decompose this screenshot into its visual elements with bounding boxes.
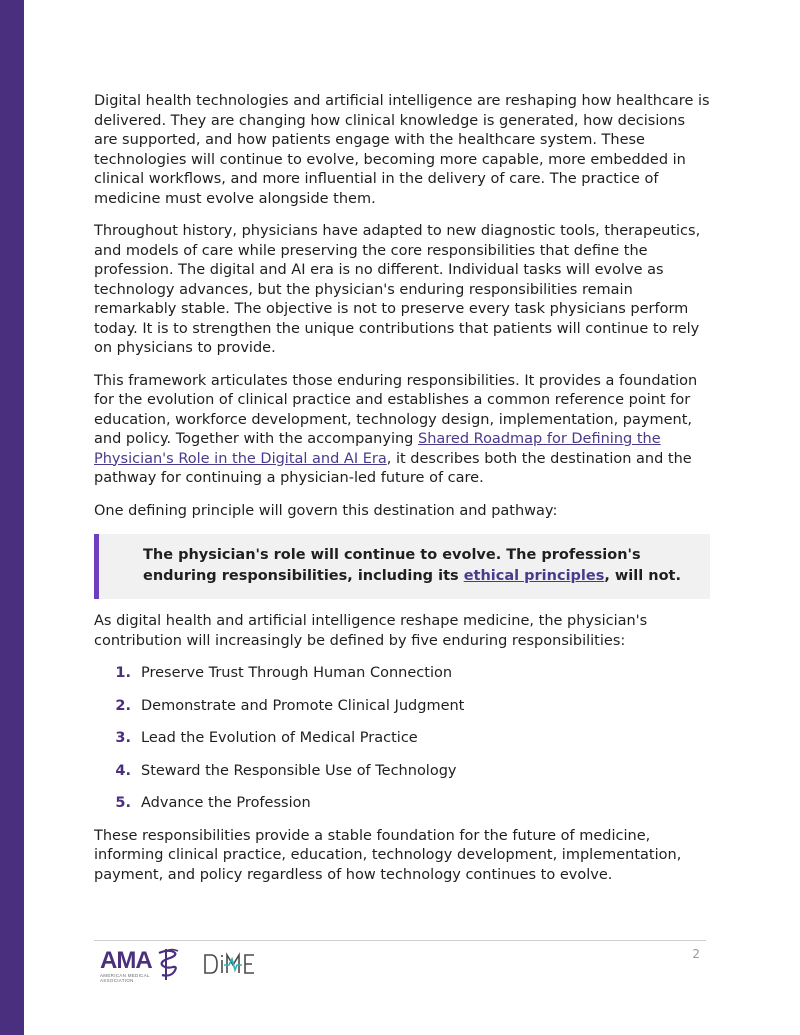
list-item-label: Advance the Profession [141, 795, 311, 811]
ethical-principles-link[interactable]: ethical principles [463, 568, 605, 584]
callout-text-before: The physician's role will continue to evolve. The profession's enduring responsibilities, including its [143, 547, 641, 584]
intro-paragraph-4: One defining principle will govern this destination and pathway: [94, 502, 558, 519]
principle-callout [94, 534, 710, 599]
list-item [94, 762, 710, 782]
list-item [94, 697, 710, 717]
dime-logo [202, 950, 260, 978]
shared-roadmap-link[interactable]: Shared Roadmap for Defining the Physician's Role in the Digital and AI Era [94, 431, 661, 467]
list-item [94, 794, 710, 814]
responsibilities-lead: As digital health and artificial intelligence reshape medicine, the physician's contribution will increasingly be defined by five enduring responsibilities: [94, 613, 648, 649]
para3-text-before: This framework articulates those enduring responsibilities. It provides a foundation for the evolution of clinical practice and establishes a common reference point for education, workforce development, technology design, implementation, payment, and policy. Together with the accompanying [94, 372, 698, 447]
list-item [94, 729, 710, 749]
list-item-label: Preserve Trust Through Human Connection [141, 665, 453, 681]
intro-paragraph-3 [94, 372, 710, 489]
caduceus-icon [156, 947, 180, 981]
list-item-number: 3. [115, 730, 131, 746]
side-accent-bar [0, 0, 24, 1035]
ama-logo-wordmark: AMA [100, 947, 152, 974]
list-item-number: 5. [115, 795, 131, 811]
footer-divider [94, 940, 706, 941]
ama-logo [100, 945, 182, 985]
ama-logo-subtitle: AMERICAN MEDICAL ASSOCIATION [100, 973, 150, 983]
para3-text-after: , it describes both the destination and the pathway for continuing a physician-led future of care. [94, 450, 692, 486]
list-item-label: Steward the Responsible Use of Technology [141, 762, 457, 779]
list-item [94, 664, 710, 684]
intro-paragraph-1: Digital health technologies and artificial intelligence are reshaping how healthcare is delivered. They are changing how clinical knowledge is generated, how decisions are supported, and how patients engage with the healthcare system. These technologies will continue to evolve, becoming more capable, more embedded in clinical workflows, and more influential in the delivery of care. The practice of medicine must evolve alongside them. [94, 93, 710, 207]
responsibilities-list [94, 664, 710, 814]
intro-paragraph-2: Throughout history, physicians have adapted to new diagnostic tools, therapeutics, and models of care while preserving the core responsibilities that define the profession. The digital and AI era is no different. Individual tasks will evolve as technology advances, but the physician's enduring responsibilities remain remarkably stable. The objective is not to preserve every task physicians perform today. It is to strengthen the unique contributions that patients will continue to rely on physicians to provide. [94, 223, 701, 356]
list-item-number: 4. [115, 762, 131, 779]
page-content [94, 92, 710, 898]
list-item-number: 1. [115, 665, 131, 681]
list-item-label: Lead the Evolution of Medical Practice [141, 730, 418, 746]
list-item-label: Demonstrate and Promote Clinical Judgment [141, 697, 465, 714]
page-number: 2 [692, 947, 700, 961]
closing-paragraph: These responsibilities provide a stable foundation for the future of medicine, informing clinical practice, education, technology development, implementation, payment, and policy regardless of how technology continues to evolve. [94, 827, 682, 883]
list-item-number: 2. [115, 697, 131, 714]
callout-text-after: , will not. [604, 568, 681, 584]
